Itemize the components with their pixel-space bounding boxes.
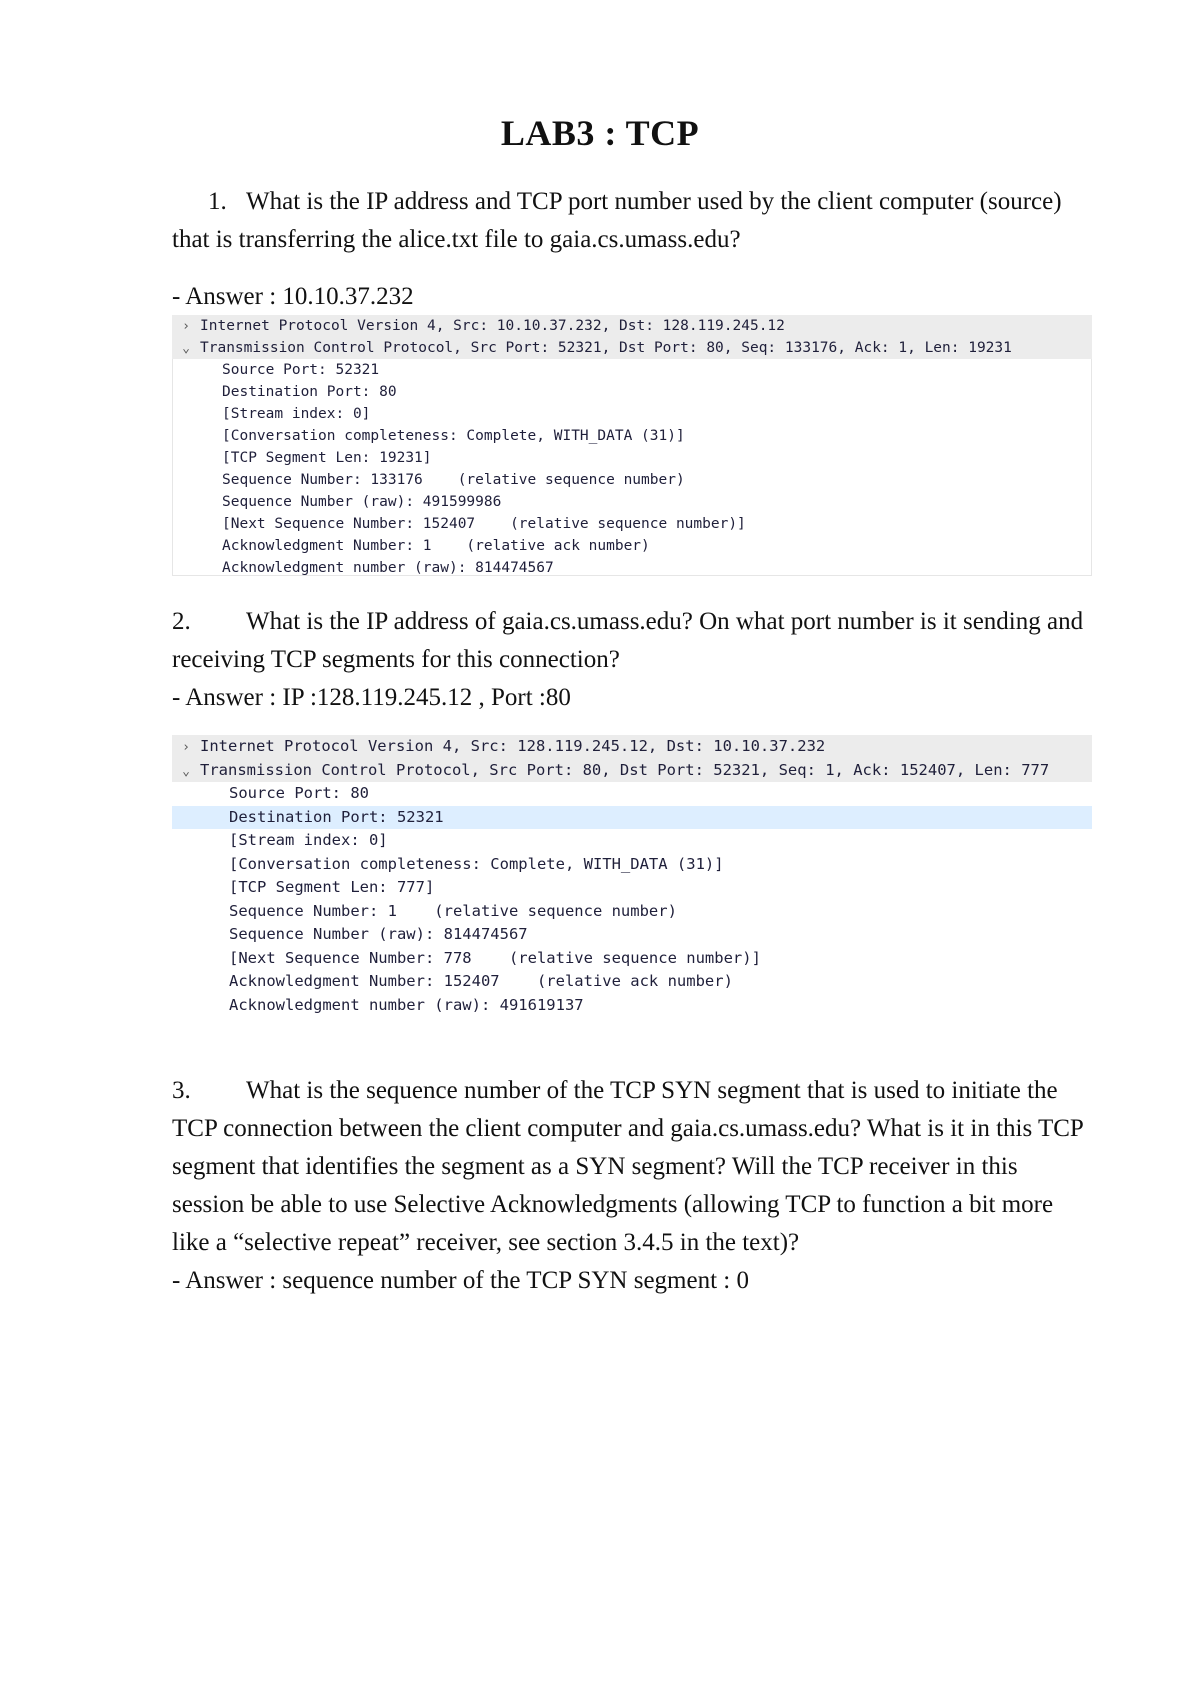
row-text: Source Port: 80 — [229, 784, 369, 802]
row-text: [Stream index: 0] — [222, 406, 371, 422]
row-text: Transmission Control Protocol, Src Port: 52321, Dst Port: 80, Seq: 133176, Ack: 1, Len: 19231 — [200, 340, 1012, 356]
tree-row-field[interactable] — [172, 447, 1092, 469]
row-text: Transmission Control Protocol, Src Port: 80, Dst Port: 52321, Seq: 1, Ack: 152407, Len: 777 — [200, 760, 1050, 779]
row-text: Acknowledgment Number: 1 (relative ack number) — [222, 538, 650, 554]
tree-row-field[interactable] — [172, 557, 1092, 579]
tree-row-tcp[interactable] — [172, 337, 1092, 359]
tree-row-field[interactable] — [172, 994, 1092, 1018]
tree-row-tcp[interactable] — [172, 759, 1092, 783]
question-2-text: What is the IP address of gaia.cs.umass.edu? On what port number is it sending and receiving TCP segments for this connection? — [172, 608, 1084, 673]
row-text: Internet Protocol Version 4, Src: 10.10.37.232, Dst: 128.119.245.12 — [200, 318, 785, 334]
question-2 — [172, 603, 1092, 717]
tree-row-field[interactable] — [172, 491, 1092, 513]
tree-row-field[interactable] — [172, 403, 1092, 425]
answer-1: - Answer : 10.10.37.232 — [172, 283, 414, 310]
packet-details-1 — [172, 315, 1092, 575]
question-1-number: 1. — [208, 188, 227, 215]
tree-row-ip[interactable] — [172, 735, 1092, 759]
row-text: [Conversation completeness: Complete, WITH_DATA (31)] — [229, 854, 724, 873]
row-text: Source Port: 52321 — [222, 362, 380, 378]
tree-row-field[interactable] — [172, 425, 1092, 447]
tree-row-field[interactable] — [172, 853, 1092, 877]
row-text: Sequence Number: 1 (relative sequence number) — [229, 901, 677, 920]
page-title: LAB3 : TCP — [500, 113, 700, 153]
question-1-text: What is the IP address and TCP port number used by the client computer (source) that is transferring the alice.txt file to gaia.cs.umass.edu? — [172, 188, 1062, 253]
row-text: Acknowledgment Number: 152407 (relative ack number) — [229, 972, 733, 990]
row-text: Sequence Number (raw): 814474567 — [229, 925, 528, 943]
tree-row-field[interactable] — [172, 900, 1092, 924]
tree-row-ip[interactable] — [172, 315, 1092, 337]
tree-row-field[interactable] — [172, 469, 1092, 491]
packet-details-2 — [172, 735, 1092, 1025]
row-text: Destination Port: 80 — [222, 384, 397, 400]
tree-row-field[interactable] — [172, 782, 1092, 806]
tree-row-field[interactable] — [172, 923, 1092, 947]
row-text: [Next Sequence Number: 778 (relative sequence number)] — [229, 948, 761, 967]
row-text: [Stream index: 0] — [229, 831, 388, 849]
question-2-number: 2. — [172, 608, 191, 635]
chevron-right-icon[interactable]: › — [182, 740, 190, 755]
chevron-right-icon[interactable]: › — [182, 319, 190, 334]
question-3-text: What is the sequence number of the TCP SYN segment that is used to initiate the TCP connection between the client computer and gaia.cs.umass.edu? What is it in this TCP segment that identifies the segment as a SYN segment? Will the TCP receiver in this session be able to use Selective Acknowledgments (allowing TCP to function a bit more like a “selective repeat” receiver, see section 3.4.5 in the text)? — [172, 1077, 1083, 1256]
answer-3: - Answer : sequence number of the TCP SYN segment : 0 — [172, 1267, 749, 1294]
row-text: [Next Sequence Number: 152407 (relative sequence number)] — [222, 516, 746, 532]
tree-row-field[interactable] — [172, 970, 1092, 994]
chevron-down-icon[interactable]: ⌄ — [182, 341, 190, 356]
row-text: Internet Protocol Version 4, Src: 128.119.245.12, Dst: 10.10.37.232 — [200, 737, 826, 755]
row-text: [TCP Segment Len: 777] — [229, 878, 435, 896]
row-text: [Conversation completeness: Complete, WITH_DATA (31)] — [222, 428, 685, 444]
row-text: Sequence Number (raw): 491599986 — [222, 494, 502, 510]
tree-row-field[interactable] — [172, 535, 1092, 557]
row-text: Destination Port: 52321 — [229, 807, 444, 826]
question-3 — [172, 1072, 1092, 1300]
tree-row-field[interactable] — [172, 359, 1092, 381]
tree-row-field[interactable] — [172, 947, 1092, 971]
tree-row-field[interactable] — [172, 829, 1092, 853]
chevron-down-icon[interactable]: ⌄ — [182, 763, 190, 779]
tree-row-field-selected[interactable] — [172, 806, 1092, 830]
row-text: [TCP Segment Len: 19231] — [222, 450, 432, 466]
row-text: Acknowledgment number (raw): 491619137 — [229, 995, 584, 1014]
question-1 — [172, 183, 1092, 259]
tree-row-field[interactable] — [172, 513, 1092, 535]
row-text: Sequence Number: 133176 (relative sequence number) — [222, 472, 685, 488]
row-text: Acknowledgment number (raw): 814474567 — [222, 560, 554, 576]
tree-row-field[interactable] — [172, 876, 1092, 900]
tree-row-field[interactable] — [172, 381, 1092, 403]
answer-2: - Answer : IP :128.119.245.12 , Port :80 — [172, 684, 571, 711]
question-3-number: 3. — [172, 1077, 191, 1104]
